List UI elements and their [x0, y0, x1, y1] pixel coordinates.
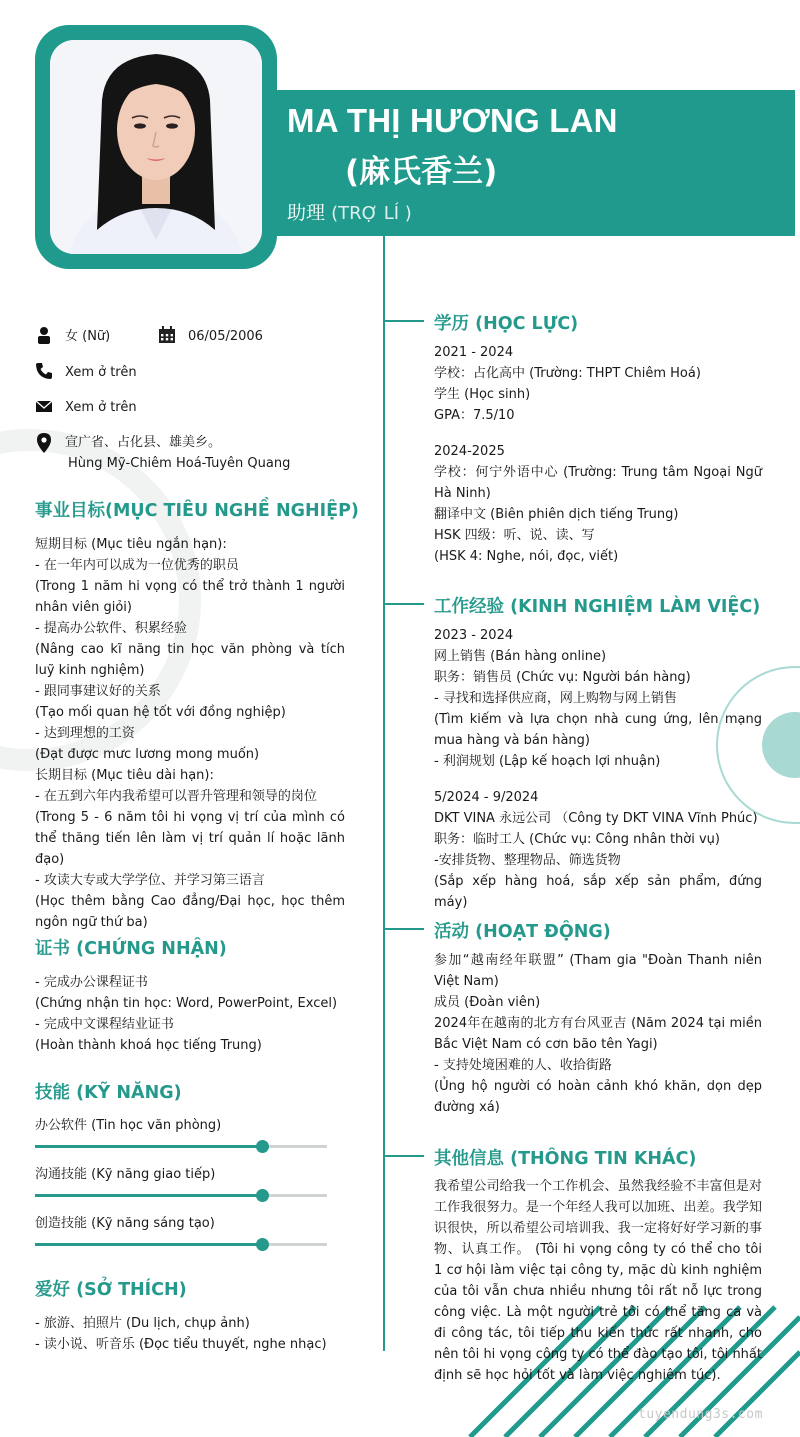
career-line: - 攻读大专或大学学位、并学习第三语言 — [35, 873, 265, 888]
hobbies-body — [35, 1313, 345, 1355]
address-line-1: 宣广省、占化县、雄美乡。 — [65, 435, 222, 450]
exp-line: 2023 - 2024 — [434, 628, 514, 643]
skills-heading: 技能 (KỸ NĂNG) — [35, 1083, 182, 1103]
edu-line: 学校：何宁外语中心 (Trường: Trung tâm Ngoại Ngữ Hà Ninh) — [434, 465, 762, 501]
exp-line: (Sắp xếp hàng hoá, sắp xếp sản phẩm, đứng máy) — [434, 874, 762, 910]
education-body — [434, 342, 762, 567]
certificates-heading: 证书 (CHỨNG NHẬN) — [35, 939, 227, 959]
candidate-name-chinese: (麻氏香兰) — [345, 154, 498, 190]
career-goals-body — [35, 534, 345, 933]
exp-line: 职务：临时工人 (Chức vụ: Công nhân thời vụ) — [434, 832, 720, 847]
activity-line: 参加“越南经年联盟” (Tham gia "Đoàn Thanh niên Việt Nam) — [434, 953, 762, 989]
activity-line: 2024年在越南的北方有台风亚吉 (Năm 2024 tại miền Bắc Việt Nam có cơn bão tên Yagi) — [434, 1016, 762, 1052]
job-title — [287, 198, 412, 225]
career-line: - 在五到六年内我希望可以晋升管理和领导的岗位 — [35, 789, 317, 804]
skill-label: 办公软件 (Tin học văn phòng) — [35, 1118, 222, 1133]
cert-line: (Hoàn thành khoá học tiếng Trung) — [35, 1038, 262, 1053]
exp-line: (Tìm kiếm và lựa chọn nhà cung ứng, lên mạng mua hàng và bán hàng) — [434, 712, 762, 748]
exp-line: - 寻找和选择供应商，网上购物与网上销售 — [434, 691, 677, 706]
skill-label: 创造技能 (Kỹ năng sáng tạo) — [35, 1216, 215, 1231]
phone-icon — [35, 362, 53, 380]
career-line: (Tạo mối quan hệ tốt với đồng nghiệp) — [35, 705, 286, 720]
edu-line: 2024-2025 — [434, 444, 505, 459]
edu-line: 翻译中文 (Biên phiên dịch tiếng Trung) — [434, 507, 679, 522]
cert-line: - 完成中文课程结业证书 — [35, 1017, 174, 1032]
certificates-body — [35, 972, 345, 1056]
career-line: (Trong 5 - 6 năm tôi hi vọng vị trí của mình có thể thăng tiến lên làm vị trí quản lí hoặc lãnh đạo) — [35, 810, 345, 867]
calendar-icon — [158, 326, 176, 344]
job-title-chinese: 助理 — [287, 202, 326, 224]
career-line: (Học thêm bằng Cao đẳng/Đại học, học thêm ngôn ngữ thứ ba) — [35, 894, 345, 930]
skill-fill — [35, 1145, 263, 1148]
edu-line: 2021 - 2024 — [434, 345, 514, 360]
dob-text: 06/05/2006 — [188, 329, 263, 344]
skill-fill — [35, 1194, 263, 1197]
education-heading: 学历 (HỌC LỰC) — [434, 314, 579, 334]
activity-line: 成员 (Đoàn viên) — [434, 995, 541, 1010]
career-line: - 跟同事建议好的关系 — [35, 684, 161, 699]
edu-line: 学校：占化高中 (Trường: THPT Chiêm Hoá) — [434, 366, 701, 381]
location-pin-icon — [35, 432, 53, 454]
activity-line: (Ủng hộ người có hoàn cảnh khó khăn, dọn dẹp đường xá) — [434, 1079, 762, 1115]
career-line: (Đạt được mưc lương mong muốn) — [35, 747, 260, 762]
skill-fill — [35, 1243, 263, 1246]
other-info-heading: 其他信息 (THÔNG TIN KHÁC) — [434, 1149, 697, 1169]
education-connector — [384, 320, 424, 322]
cert-line: - 完成办公课程证书 — [35, 975, 148, 990]
edu-line: 学生 (Học sinh) — [434, 387, 531, 402]
edu-line: HSK 四级：听、说、读、写 — [434, 528, 595, 543]
email-row — [35, 397, 137, 418]
skill-item — [35, 1214, 327, 1234]
hobby-line: - 旅游、拍照片 (Du lịch, chụp ảnh) — [35, 1316, 250, 1331]
other-info-connector — [384, 1155, 424, 1157]
address-text — [65, 432, 290, 474]
activities-body — [434, 950, 762, 1118]
exp-line: -安排货物、整理物品、筛选货物 — [434, 853, 621, 868]
edu-line: (HSK 4: Nghe, nói, đọc, viết) — [434, 549, 619, 564]
address-line-2: Hùng Mỹ-Chiêm Hoá-Tuyên Quang — [68, 456, 291, 471]
dob-row — [158, 326, 263, 347]
career-line: - 提高办公软件、积累经验 — [35, 621, 187, 636]
photo-frame — [35, 25, 277, 269]
hobbies-heading: 爱好 (SỞ THÍCH) — [35, 1280, 187, 1300]
career-line: 长期目标 (Mục tiêu dài hạn): — [35, 768, 214, 783]
other-info-body: 我希望公司给我一个工作机会、虽然我经验不丰富但是对工作我很努力。是一个年经人我可以加班、出差。我学知识很快，所以希望公司培训我、我一定将好好学习新的事物、认真工作。 (Tôi hi vọng công ty có thể cho tôi 1 cơ hội làm việc tại công ty, mặc dù kinh nghiệm của tôi vẫn chưa nhiều nhưng tôi rất nỗ lực trong công việc. Là một người trẻ tôi có thể tăng ca và đi công tác, tôi tiếp thu kiến thức rất nhanh, cho nên tôi hi vọng công ty có thể đào tạo tôi, tôi nhất định sẽ học hỏi tốt và làm việc nghiêm túc). — [434, 1179, 762, 1383]
gender-row — [35, 326, 110, 347]
skill-item — [35, 1116, 327, 1136]
exp-line: - 利润规划 (Lập kế hoạch lợi nhuận) — [434, 754, 661, 769]
gender-text: 女 (Nữ) — [65, 329, 111, 344]
address-row — [35, 432, 290, 474]
envelope-icon — [35, 397, 53, 415]
edu-line: GPA：7.5/10 — [434, 408, 515, 423]
experience-body — [434, 625, 762, 913]
career-line: - 达到理想的工资 — [35, 726, 135, 741]
watermark: tuyendung3s.com — [638, 1407, 763, 1422]
hobby-line: - 读小说、听音乐 (Đọc tiểu thuyết, nghe nhạc) — [35, 1337, 327, 1352]
experience-heading: 工作经验 (KINH NGHIỆM LÀM VIỆC) — [434, 597, 761, 617]
candidate-name: MA THỊ HƯƠNG LAN — [287, 102, 618, 139]
exp-line: 网上销售 (Bán hàng online) — [434, 649, 607, 664]
career-line: (Trong 1 năm hi vọng có thể trở thành 1 người nhân viên giỏi) — [35, 579, 345, 615]
career-line: - 在一年内可以成为一位优秀的职员 — [35, 558, 239, 573]
job-title-vietnamese: (TRỢ LÍ ) — [331, 203, 412, 224]
skill-label: 沟通技能 (Kỹ năng giao tiếp) — [35, 1167, 216, 1182]
email-text: Xem ở trên — [65, 400, 137, 415]
timeline-line — [383, 236, 385, 1351]
activities-connector — [384, 928, 424, 930]
exp-line: 职务：销售员 (Chức vụ: Người bán hàng) — [434, 670, 691, 685]
career-goals-heading: 事业目标(MỤC TIÊU NGHỀ NGHIỆP) — [35, 501, 359, 521]
phone-text: Xem ở trên — [65, 365, 137, 380]
experience-connector — [384, 603, 424, 605]
exp-line: DKT VINA 永远公司 （Công ty DKT VINA Vĩnh Phúc) — [434, 811, 758, 826]
profile-photo — [50, 40, 262, 254]
activities-heading: 活动 (HOẠT ĐỘNG) — [434, 922, 611, 942]
skill-item — [35, 1165, 327, 1185]
activity-line: - 支持处境困难的人、收拾街路 — [434, 1058, 612, 1073]
cert-line: (Chứng nhận tin học: Word, PowerPoint, Excel) — [35, 996, 338, 1011]
career-line: (Nâng cao kĩ năng tin học văn phòng và tích luỹ kinh nghiệm) — [35, 642, 345, 678]
exp-line: 5/2024 - 9/2024 — [434, 790, 539, 805]
career-line: 短期目标 (Mục tiêu ngắn hạn): — [35, 537, 227, 552]
phone-row — [35, 362, 137, 383]
person-icon — [35, 326, 53, 344]
